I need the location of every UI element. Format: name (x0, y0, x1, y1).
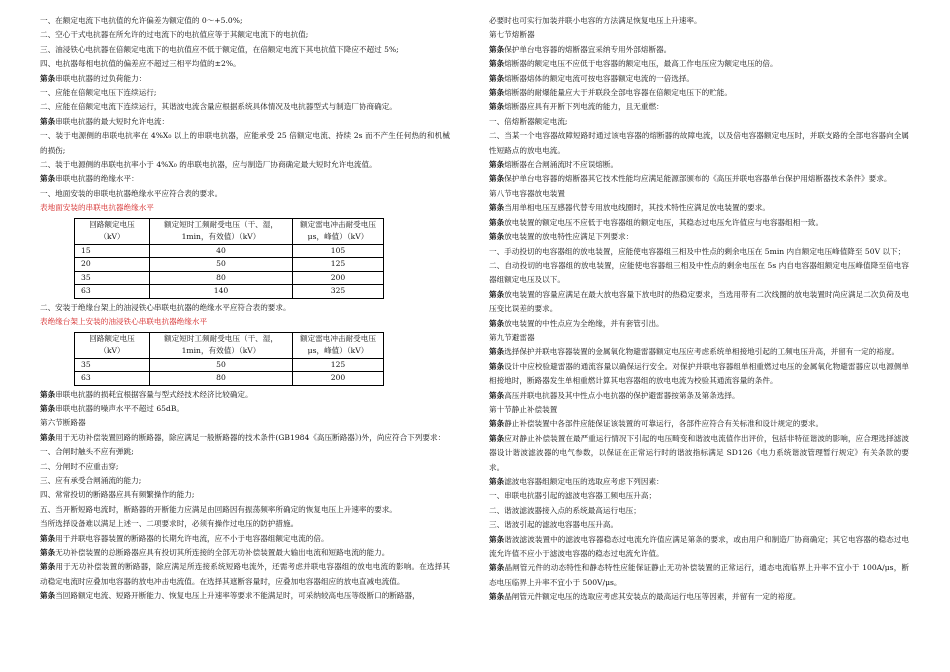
paragraph: 当所选择设备难以满足上述一、二项要求时，必须有操作过电压的防护措施。 (40, 519, 299, 529)
paragraph: 二、当某一个电容器故障短路时通过该电容器的熔断器的故障电流，以及倍电容器额定电压时，并联支路的全部电容器向全属性短路点的放电电流。 (489, 131, 909, 155)
table-row (75, 244, 384, 258)
paragraph: 第条串联电抗器的过负荷能力： (40, 73, 147, 83)
paragraph: 第条串联电抗器的绝缘水平： (40, 174, 139, 184)
paragraph: 一、倍熔断器额定电流; (489, 116, 568, 126)
paragraph: 第七节熔断器 (489, 30, 535, 40)
table-cell: 200 (293, 372, 384, 386)
paragraph: 第条保护单台电容器的熔断器其它技术性能均应满足能源部颁布的《高压并联电容器单台保护用熔断器技术条件》要求。 (489, 174, 892, 184)
left-column (40, 14, 450, 604)
paragraph: 第条当回路额定电流、短路开断能力、恢复电压上升速率等要求不能满足时，可采纳较高电压等级断口的断路器， (40, 591, 420, 601)
table-row (75, 271, 384, 285)
paragraph: 二、应能在倍额定电流下连续运行，其谐波电流含量应根据系统具体情况及电抗器型式与制造厂协商确定。 (40, 102, 397, 112)
paragraph: 五、当开断短路电流时，断路器的开断能力应满足由回路因有振荡频率所确定的恢复电压上升速率的要求。 (40, 504, 397, 514)
paragraph: 二、空心干式电抗器在所允许的过电流下的电抗值应等于其额定电流下的电抗值; (40, 30, 309, 40)
table-cell: 80 (150, 372, 293, 386)
paragraph: 三、油浸铁心电抗器在倍额定电流下的电抗值应不低于额定值，在倍额定电流下其电抗值下降应不超过 5%; (40, 44, 399, 54)
table-row (75, 285, 384, 299)
table-header-row (75, 332, 384, 358)
paragraph: 第条用于并联电容器装置的断路器的长期允许电流，应不小于电容器组额定电流的倍。 (40, 533, 329, 543)
paragraph: 第条用于无功补偿装置的断路器，除应满足所连接系统短路电流外，还需考虑并联电容器组的放电电流的影响。在选择其动稳定电流时应叠加电容器的放电冲击电流值。在选择其遮断容量时，应叠加电容器组应的放电直减电流值。 (40, 562, 451, 586)
table-cell: 125 (293, 358, 384, 372)
paragraph: 第条熔断器在合闸涌流时不应误熔断。 (489, 160, 619, 170)
table-cell: 35 (75, 271, 150, 285)
paragraph: 第条用于无功补偿装置回路的断路器，除应满足一般断路器的技术条件(GB1984《高压断路器》)外，尚应符合下列要求： (40, 432, 446, 442)
paragraph: 一、手动投切的电容器组的放电装置，应能使电容器组三相及中性点的剩余电压在 5min 内自额定电压峰值降至 50V 以下； (489, 246, 906, 256)
paragraph: 第条熔断器熔体的额定电流可按电容器额定电流的一倍选择。 (489, 73, 695, 83)
paragraph: 第条保护单台电容器的熔断器宜采纳专用外部熔断器。 (489, 44, 672, 54)
table-header-cell: 额定短时工频耐受电压（干、湿，1min，有效值）（kV） (150, 218, 293, 244)
paragraph: 第十节静止补偿装置 (489, 404, 558, 414)
paragraph: 第条选择保护并联电容器装置的金属氧化物避雷器额定电压应考虑系统单相接地引起的工频电压升高，并留有一定的裕度。 (489, 347, 900, 357)
table1-insulation-ground (74, 218, 384, 299)
table-header-row (75, 218, 384, 244)
right-column (489, 14, 909, 605)
paragraph: 第条熔断器的额定电压不应低于电容器的额定电压，最高工作电压应为额定电压的倍。 (489, 59, 778, 69)
table-cell: 80 (150, 271, 293, 285)
paragraph: 第条当用单相电压互感器代替专用放电线圈时，其技术特性应满足放电装置的要求。 (489, 203, 770, 213)
paragraph: 一、地面安装的串联电抗器绝缘水平应符合表的要求。 (40, 188, 223, 198)
paragraph: 第条串联电抗器的噪声水平不超过 65dB。 (40, 403, 185, 413)
paragraph: 第条高压并联电抗器及其中性点小电抗器的保护避雷器按第条及第条选择。 (489, 390, 740, 400)
paragraph: 一、串联电抗器引起的滤波电容器工频电压升高； (489, 491, 657, 501)
paragraph: 第条静止补偿装置中各部件应能保证该装置的可靠运行，各部件应符合有关标准和设计规定的要求。 (489, 419, 824, 429)
paragraph: 一、应能在倍额定电压下连续运行; (40, 88, 157, 98)
paragraph: 三、谐波引起的滤波电容器电压升高。 (489, 520, 619, 530)
paragraph: 第条滤波电容器组额定电压的选取应考虑下列因素： (489, 477, 664, 486)
paragraph: 第条晶闸管元件的动态特性和静态特性应能保证静止无功补偿装置的正常运行，通态电流临界上升率不宜小于 100A/μs，断态电压临界上升率不宜小于 500V/μs。 (489, 563, 910, 587)
paragraph: 四、电抗器每相电抗值的偏差应不超过三相平均值的±2%。 (40, 59, 241, 69)
table-header-cell: 额定雷电冲击耐受电压μs，峰值）（kV） (293, 218, 384, 244)
paragraph: 第条谐波滤波装置中的滤波电容器稳态过电流允许值应满足第条的要求，或由用户和制造厂协商确定；其它电容器的稳态过电流允许值不应小于滤波电容器的稳态过电流允许值。 (489, 534, 910, 559)
left-bottom-paragraphs (40, 388, 450, 604)
paragraph: 第条放电装置的中性点应为全绝缘，并有套管引出。 (489, 318, 664, 328)
table-cell: 105 (293, 244, 384, 258)
paragraph: 二、装于电源侧的串联电抗率小于 4%X₀ 的串联电抗器，应与制造厂协商确定最大短时允许电流值。 (40, 160, 377, 170)
paragraph: 第八节电容器放电装置 (489, 188, 565, 198)
paragraph: 三、应有承受合闸涌流的能力; (40, 475, 142, 485)
table-header-cell: 额定短时工频耐受电压（干、湿，1min，有效值）（kV） (150, 332, 293, 358)
table-cell: 140 (150, 285, 293, 299)
paragraph: 必要时也可实行加装并联小电容的方法满足恢复电压上升速率。 (489, 16, 702, 25)
paragraph: 第条串联电抗器的损耗宜根据容量与型式经技术经济比较确定。 (40, 389, 253, 399)
table-cell: 200 (293, 271, 384, 285)
paragraph: 第条串联电抗器的最大短时允许电流： (40, 116, 170, 126)
table-header-cell: 回路额定电压（kV） (75, 218, 150, 244)
table-row (75, 258, 384, 272)
paragraph: 第条无功补偿装置的总断路器应具有投切其所连接的全部无功补偿装置最大输出电流和短路电流的能力。 (40, 547, 390, 557)
paragraph: 二、自动投切的电容器组的放电装置，应能使电容器组三相及中性点的剩余电压在 5s 内自电容器组额定电压峰值降至倍电容器组额定电压及以下。 (489, 260, 909, 285)
table1-caption: 表地面安装的串联电抗器绝缘水平 (40, 203, 154, 213)
table-header-cell: 额定雷电冲击耐受电压μs，峰值）（kV） (293, 332, 384, 358)
paragraph: 第条放电装置的额定电压不应低于电容器组的额定电压，其稳态过电压允许值应与电容器组相一致。 (489, 217, 824, 227)
paragraph: 第条晶闸管元件额定电压的选取应考虑其安装点的最高运行电压等因素，并留有一定的裕度。 (489, 592, 801, 602)
table-cell: 50 (150, 258, 293, 272)
paragraph: 第条应对静止补偿装置在最严重运行情况下引起的电压畸变和谐波电流值作出评价，包括非特征谐波的影响，应合理选择滤波器设计谐波滤波器的电气参数，以保证在正常运行时的谐波指标满足 SD126《电力系统谐波管理暂行规定》有关条款的要求。 (489, 433, 910, 472)
paragraph: 一、装于电源侧的串联电抗率在 4%X₀ 以上的串联电抗器，应能承受 25 倍额定电流、持续 2s 而不产生任何热的和机械的损伤; (40, 131, 450, 155)
table-cell: 15 (75, 244, 150, 258)
table-cell: 40 (150, 244, 293, 258)
paragraph: 第条放电装置的放电特性应满足下列要求： (489, 232, 634, 242)
table-cell: 50 (150, 358, 293, 372)
paragraph: 二、安装于绝缘台架上的油浸铁心串联电抗器的绝缘水平应符合表的要求。 (40, 302, 291, 312)
paragraph: 二、分闸时不应重击穿; (40, 461, 119, 471)
left-top-paragraphs (40, 14, 450, 201)
table-cell: 63 (75, 285, 150, 299)
right-paragraphs (489, 14, 909, 605)
table-cell: 125 (293, 258, 384, 272)
paragraph: 二、谐波滤波器接入点的系统最高运行电压； (489, 505, 641, 515)
table2-insulation-platform (74, 332, 384, 386)
paragraph: 第九节避雷器 (489, 332, 535, 342)
table-cell: 35 (75, 358, 150, 372)
paragraph: 第条熔断器的耐爆能量应大于并联段全部电容器在倍额定电压下的贮能。 (489, 88, 732, 98)
table-header-cell: 回路额定电压（kV） (75, 332, 150, 358)
paragraph: 一、合闸时触头不应有弹跳; (40, 447, 134, 457)
table-cell: 63 (75, 372, 150, 386)
paragraph: 一、在额定电流下电抗值的允许偏差为额定值的 0～+5.0%; (40, 16, 243, 25)
paragraph: 四、常常投切的断路器应具有频繁操作的能力; (40, 490, 195, 500)
table2-caption: 表绝缘台架上安装的油浸铁心串联电抗器绝缘水平 (40, 317, 208, 327)
table-cell: 20 (75, 258, 150, 272)
table-cell: 325 (293, 285, 384, 299)
paragraph: 第六节断路器 (40, 418, 86, 428)
paragraph: 第条设计中应校验避雷器的通流容量以确保运行安全。对保护并联电容器组单相重燃过电压的金属氧化物避雷器应以电源侧单相接地时，断路器发生单相重燃计算其电容器组的放电电流为校验其通流容量的条件。 (489, 361, 910, 386)
paragraph: 第条放电装置的容量应满足在最大放电容量下放电时的热稳定要求，当选用带有二次线圈的放电装置时尚应满足二次负荷及电压变比误差的要求。 (489, 289, 910, 314)
table-row (75, 372, 384, 386)
paragraph: 第条熔断器应具有开断下列电流的能力，且无重燃： (489, 102, 664, 112)
table-row (75, 358, 384, 372)
